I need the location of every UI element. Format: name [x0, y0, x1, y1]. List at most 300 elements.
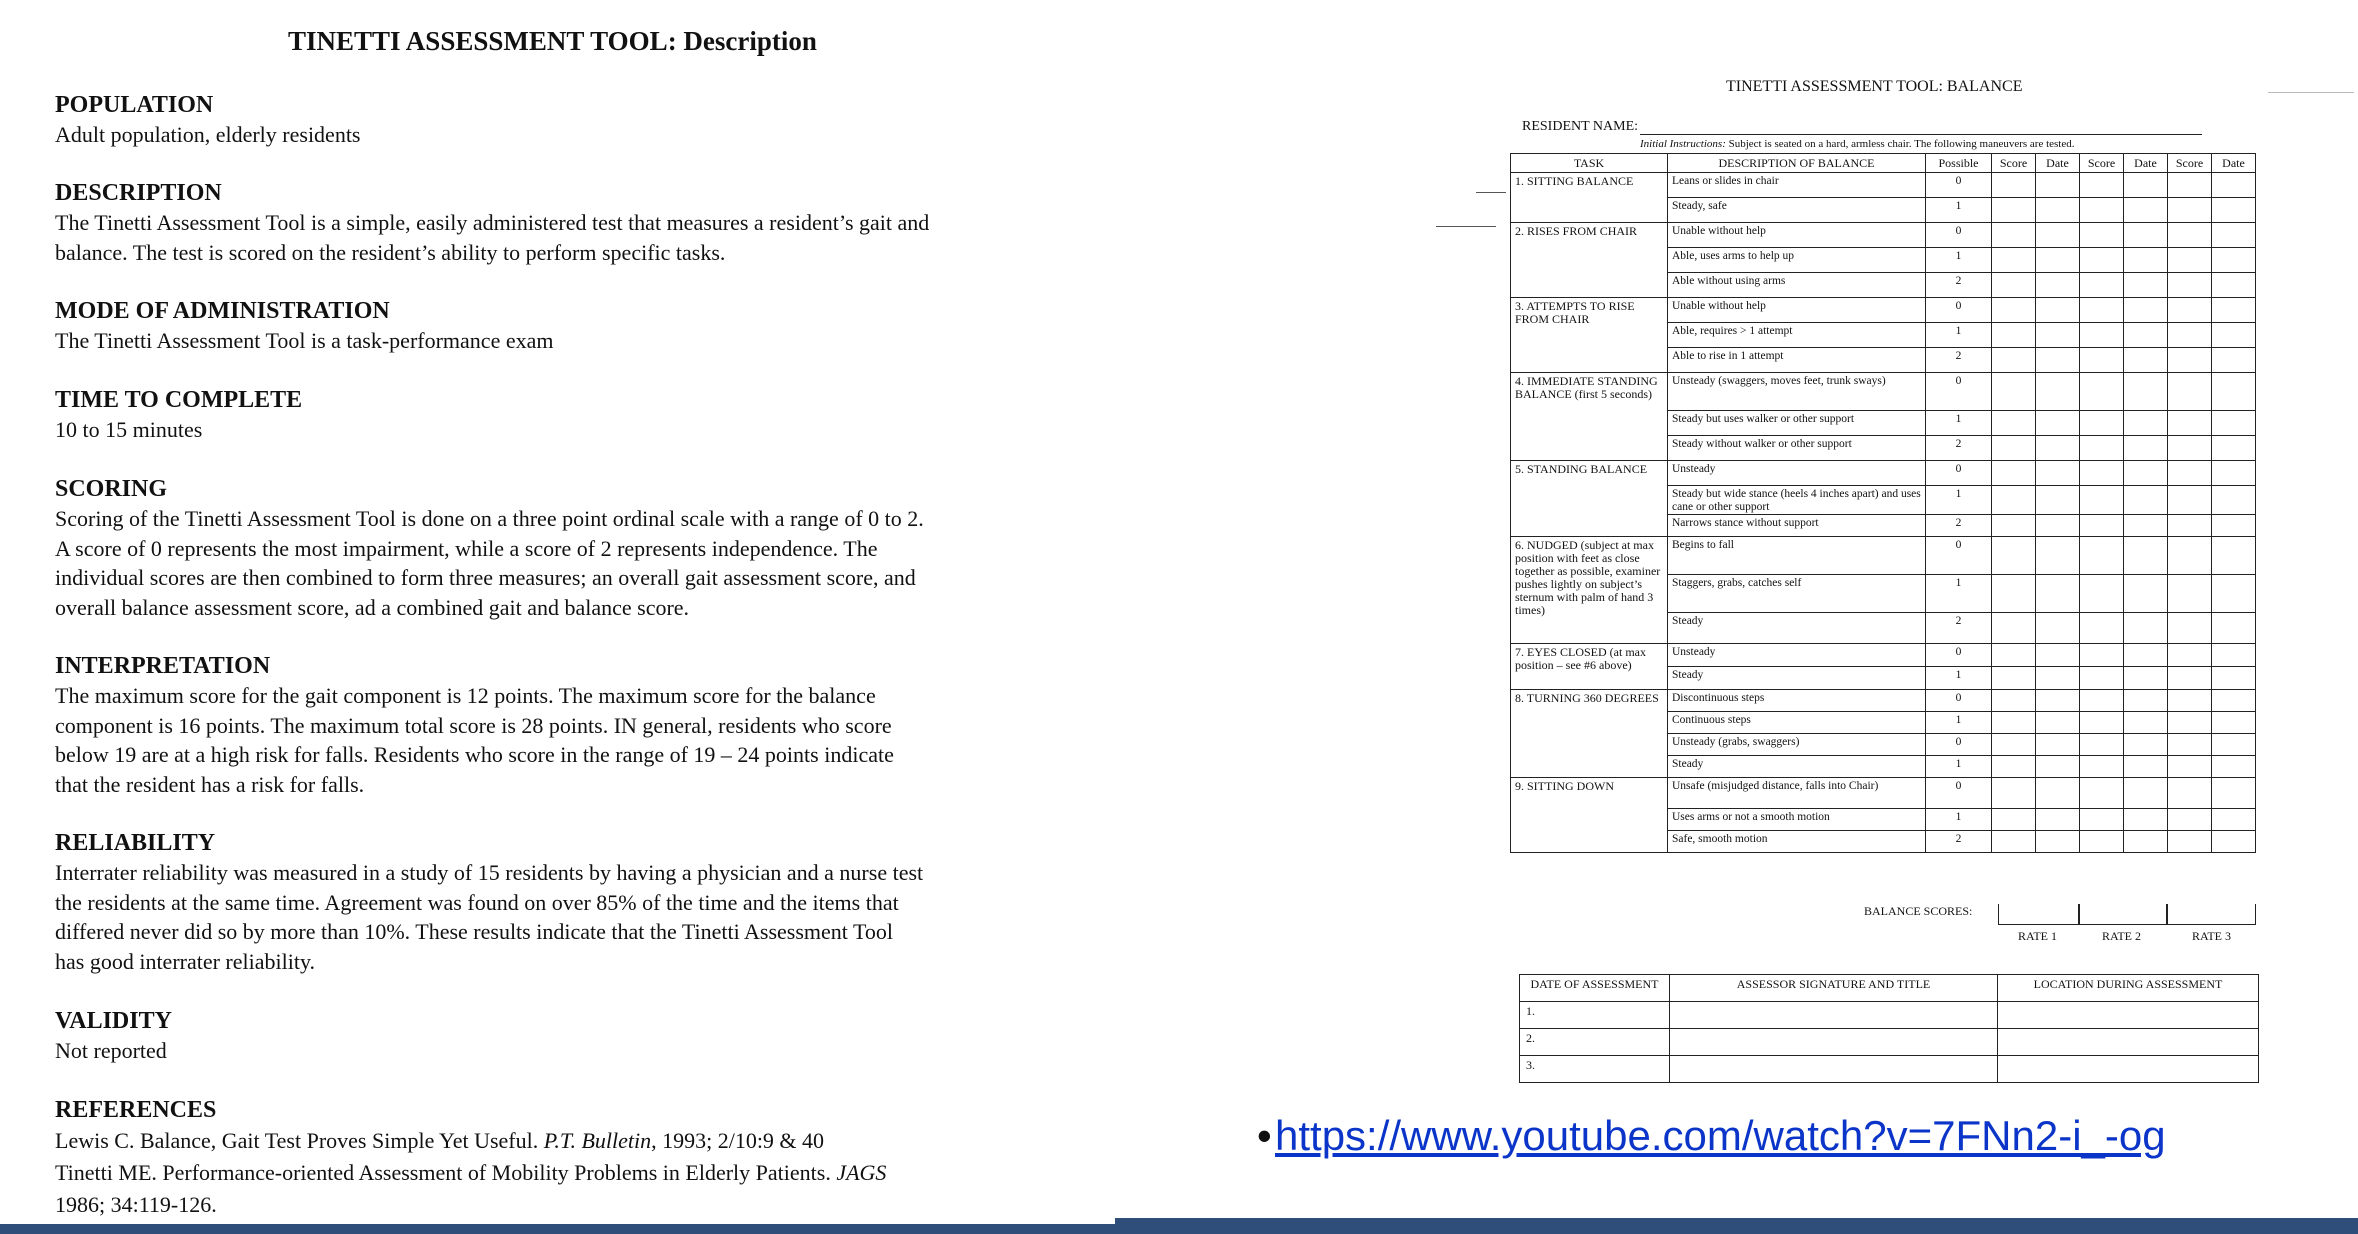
score-cell[interactable] [2168, 323, 2212, 348]
date-cell[interactable] [2036, 667, 2080, 690]
section-body-line: the residents at the same time. Agreement was found on over 85% of the time and the items that [55, 889, 899, 915]
balance-description: Begins to fall [1668, 537, 1926, 575]
date-cell[interactable] [2212, 298, 2256, 323]
score-cell[interactable] [2080, 515, 2124, 537]
date-cell[interactable] [2212, 486, 2256, 515]
scan-mark [2268, 92, 2354, 93]
date-cell[interactable] [2212, 778, 2256, 809]
score-cell[interactable] [2168, 712, 2212, 734]
date-cell[interactable] [2036, 690, 2080, 712]
score-cell[interactable] [1992, 486, 2036, 515]
score-cell[interactable] [1992, 411, 2036, 436]
assessment-header [1520, 975, 2259, 1002]
rate-2-score-box[interactable] [2078, 904, 2168, 925]
rate-2-label: RATE 2 [2102, 929, 2141, 943]
header-date: Date [2036, 154, 2080, 173]
date-cell[interactable] [2036, 173, 2080, 198]
possible-points: 2 [1926, 515, 1992, 537]
balance-row [1511, 373, 2256, 411]
possible-points: 1 [1926, 248, 1992, 273]
date-cell[interactable] [2212, 515, 2256, 537]
score-cell[interactable] [2168, 373, 2212, 411]
date-cell[interactable] [2036, 248, 2080, 273]
assessment-row-number: 2. [1520, 1029, 1670, 1056]
section-body-line: Interrater reliability was measured in a study of 15 residents by having a physician and a nurse test [55, 860, 924, 885]
score-cell[interactable] [2080, 690, 2124, 712]
score-cell[interactable] [1992, 809, 2036, 831]
score-cell[interactable] [2168, 690, 2212, 712]
date-cell[interactable] [2124, 756, 2168, 778]
balance-form-title: TINETTI ASSESSMENT TOOL: BALANCE [1726, 78, 2023, 95]
possible-points: 1 [1926, 712, 1992, 734]
date-cell[interactable] [2124, 667, 2168, 690]
date-cell[interactable] [2212, 461, 2256, 486]
score-cell[interactable] [1992, 248, 2036, 273]
balance-description: Continuous steps [1668, 712, 1926, 734]
section-body-line: overall balance assessment score, ad a combined gait and balance score. [55, 594, 690, 620]
score-cell[interactable] [1992, 778, 2036, 809]
section-heading: REFERENCES [55, 1097, 217, 1123]
description-panel [0, 0, 1115, 1224]
date-cell[interactable] [2212, 248, 2256, 273]
header-location: LOCATION DURING ASSESSMENT [1998, 975, 2259, 1002]
score-cell[interactable] [2168, 173, 2212, 198]
section-population [55, 90, 1095, 150]
date-cell[interactable] [2124, 537, 2168, 575]
task-name: 7. EYES CLOSED (at max position – see #6 above) [1511, 644, 1668, 690]
score-cell[interactable] [2168, 831, 2212, 853]
section-body-line: that the resident has a risk for falls. [55, 771, 365, 797]
score-cell[interactable] [2080, 667, 2124, 690]
date-cell[interactable] [2036, 436, 2080, 461]
balance-description: Unsteady (grabs, swaggers) [1668, 734, 1926, 756]
score-cell[interactable] [2080, 831, 2124, 853]
section-body: The Tinetti Assessment Tool is a task-performance exam [55, 328, 554, 353]
balance-description: Safe, smooth motion [1668, 831, 1926, 853]
possible-points: 1 [1926, 198, 1992, 223]
score-cell[interactable] [1992, 298, 2036, 323]
date-cell[interactable] [2212, 411, 2256, 436]
date-cell[interactable] [2212, 323, 2256, 348]
score-cell[interactable] [2080, 248, 2124, 273]
section-body-line: has good interrater reliability. [55, 948, 316, 974]
score-cell[interactable] [1992, 690, 2036, 712]
header-score: Score [2080, 154, 2124, 173]
section-body: 10 to 15 minutes [55, 417, 203, 442]
score-cell[interactable] [1992, 515, 2036, 537]
score-cell[interactable] [2168, 248, 2212, 273]
possible-points: 0 [1926, 734, 1992, 756]
balance-row [1511, 461, 2256, 486]
header-date: Date [2124, 154, 2168, 173]
date-cell[interactable] [2036, 575, 2080, 613]
section-mode [55, 296, 1095, 356]
date-cell[interactable] [2124, 461, 2168, 486]
task-name: 1. SITTING BALANCE [1511, 173, 1668, 223]
date-cell[interactable] [2124, 778, 2168, 809]
balance-description: Able, requires > 1 attempt [1668, 323, 1926, 348]
section-interpretation [55, 651, 1095, 799]
score-cell[interactable] [2080, 778, 2124, 809]
possible-points: 0 [1926, 690, 1992, 712]
score-cell[interactable] [2080, 173, 2124, 198]
balance-description: Unsafe (misjudged distance, falls into Chair) [1668, 778, 1926, 809]
balance-description: Unsteady [1668, 461, 1926, 486]
date-cell[interactable] [2124, 575, 2168, 613]
date-cell[interactable] [2212, 712, 2256, 734]
score-cell[interactable] [2080, 223, 2124, 248]
task-name: 3. ATTEMPTS TO RISE FROM CHAIR [1511, 298, 1668, 373]
header-possible: Possible [1926, 154, 1992, 173]
balance-description: Discontinuous steps [1668, 690, 1926, 712]
date-cell[interactable] [2036, 486, 2080, 515]
instructions: Initial Instructions: Subject is seated on a hard, armless chair. The following maneuvers are tested. [1640, 138, 2075, 150]
date-cell[interactable] [2124, 348, 2168, 373]
score-cell[interactable] [1992, 575, 2036, 613]
date-cell[interactable] [2036, 613, 2080, 644]
section-heading: VALIDITY [55, 1008, 172, 1034]
score-cell[interactable] [2168, 223, 2212, 248]
date-cell[interactable] [2212, 575, 2256, 613]
score-cell[interactable] [2080, 461, 2124, 486]
rate-3-label: RATE 3 [2192, 929, 2231, 943]
score-cell[interactable] [1992, 667, 2036, 690]
score-cell[interactable] [1992, 831, 2036, 853]
date-cell[interactable] [2212, 613, 2256, 644]
assessor-signature-cell[interactable] [1670, 1029, 1998, 1056]
score-cell[interactable] [2080, 734, 2124, 756]
date-cell[interactable] [2212, 756, 2256, 778]
score-cell[interactable] [2080, 348, 2124, 373]
date-cell[interactable] [2036, 515, 2080, 537]
possible-points: 0 [1926, 537, 1992, 575]
date-cell[interactable] [2036, 373, 2080, 411]
date-cell[interactable] [2212, 273, 2256, 298]
date-cell[interactable] [2036, 411, 2080, 436]
section-heading: SCORING [55, 476, 168, 502]
reference-2-cont: 1986; 34:119-126. [55, 1192, 217, 1217]
score-cell[interactable] [2080, 273, 2124, 298]
score-cell[interactable] [1992, 273, 2036, 298]
possible-points: 2 [1926, 273, 1992, 298]
assessment-table [1519, 974, 2259, 1083]
section-heading: DESCRIPTION [55, 180, 222, 206]
possible-points: 0 [1926, 373, 1992, 411]
section-heading: INTERPRETATION [55, 653, 271, 679]
scan-mark [1436, 226, 1496, 227]
score-cell[interactable] [1992, 712, 2036, 734]
section-body-line: individual scores are then combined to form three measures; an overall gait assessment score, and [55, 565, 916, 590]
possible-points: 0 [1926, 223, 1992, 248]
section-references [55, 1095, 1095, 1221]
balance-description: Able without using arms [1668, 273, 1926, 298]
date-cell[interactable] [2124, 248, 2168, 273]
balance-row [1511, 644, 2256, 667]
section-body-line: differed never did so by more than 10%. These results indicate that the Tinetti Assessment Tool [55, 919, 893, 944]
header-score: Score [2168, 154, 2212, 173]
resident-name-label: RESIDENT NAME: [1522, 119, 1639, 134]
date-cell[interactable] [2212, 348, 2256, 373]
date-cell[interactable] [2212, 690, 2256, 712]
section-body: Adult population, elderly residents [55, 122, 361, 147]
possible-points: 2 [1926, 613, 1992, 644]
assessor-signature-cell[interactable] [1670, 1056, 1998, 1083]
scan-mark [1476, 192, 1506, 193]
date-cell[interactable] [2124, 734, 2168, 756]
reference-1: Lewis C. Balance, Gait Test Proves Simple Yet Useful. P.T. Bulletin, 1993; 2/10:9 & 40 [55, 1128, 825, 1153]
date-cell[interactable] [2124, 690, 2168, 712]
possible-points: 0 [1926, 173, 1992, 198]
possible-points: 2 [1926, 436, 1992, 461]
score-cell[interactable] [2080, 198, 2124, 223]
date-cell[interactable] [2124, 809, 2168, 831]
possible-points: 2 [1926, 348, 1992, 373]
possible-points: 0 [1926, 778, 1992, 809]
balance-scores-label: BALANCE SCORES: [1864, 904, 1973, 918]
date-cell[interactable] [2036, 273, 2080, 298]
assessment-row [1520, 1002, 2259, 1029]
balance-description: Steady but uses walker or other support [1668, 411, 1926, 436]
score-cell[interactable] [1992, 198, 2036, 223]
balance-row [1511, 298, 2256, 323]
balance-row [1511, 537, 2256, 575]
score-cell[interactable] [2168, 644, 2212, 667]
date-cell[interactable] [2212, 809, 2256, 831]
video-link[interactable]: https://www.youtube.com/watch?v=7FNn2-i_-og [1275, 1112, 2166, 1159]
balance-row [1511, 223, 2256, 248]
score-cell[interactable] [2168, 198, 2212, 223]
score-cell[interactable] [2080, 436, 2124, 461]
bottom-bar-right [1115, 1218, 2358, 1234]
score-cell[interactable] [2168, 809, 2212, 831]
score-cell[interactable] [2168, 298, 2212, 323]
score-cell[interactable] [2080, 613, 2124, 644]
score-cell[interactable] [2080, 537, 2124, 575]
balance-description: Leans or slides in chair [1668, 173, 1926, 198]
balance-description: Steady without walker or other support [1668, 436, 1926, 461]
score-cell[interactable] [2080, 809, 2124, 831]
section-body-line: Scoring of the Tinetti Assessment Tool is done on a three point ordinal scale with a range of 0 to 2. [55, 506, 924, 531]
header-assessor-signature: ASSESSOR SIGNATURE AND TITLE [1670, 975, 1998, 1002]
section-body: Not reported [55, 1038, 167, 1063]
possible-points: 2 [1926, 831, 1992, 853]
section-heading: POPULATION [55, 92, 214, 118]
score-cell[interactable] [2080, 373, 2124, 411]
date-cell[interactable] [2212, 644, 2256, 667]
date-cell[interactable] [2124, 613, 2168, 644]
date-cell[interactable] [2212, 537, 2256, 575]
date-cell[interactable] [2212, 173, 2256, 198]
score-cell[interactable] [2080, 486, 2124, 515]
date-cell[interactable] [2036, 778, 2080, 809]
balance-description: Steady [1668, 667, 1926, 690]
score-cell[interactable] [1992, 461, 2036, 486]
date-cell[interactable] [2124, 273, 2168, 298]
date-cell[interactable] [2036, 734, 2080, 756]
section-heading: MODE OF ADMINISTRATION [55, 298, 390, 324]
score-cell[interactable] [2168, 667, 2212, 690]
date-cell[interactable] [2124, 323, 2168, 348]
date-cell[interactable] [2124, 486, 2168, 515]
date-cell[interactable] [2124, 436, 2168, 461]
score-cell[interactable] [2168, 348, 2212, 373]
score-cell[interactable] [2168, 734, 2212, 756]
task-name: 8. TURNING 360 DEGREES [1511, 690, 1668, 778]
score-cell[interactable] [2168, 613, 2212, 644]
score-cell[interactable] [1992, 348, 2036, 373]
possible-points: 1 [1926, 575, 1992, 613]
date-cell[interactable] [2036, 831, 2080, 853]
balance-description: Narrows stance without support [1668, 515, 1926, 537]
assessment-row-number: 1. [1520, 1002, 1670, 1029]
score-cell[interactable] [2080, 756, 2124, 778]
bullet: • [1257, 1112, 1272, 1159]
possible-points: 1 [1926, 809, 1992, 831]
section-body-line: The Tinetti Assessment Tool is a simple, easily administered test that measures a resident’s gait and [55, 210, 930, 235]
score-cell[interactable] [2080, 411, 2124, 436]
balance-row [1511, 778, 2256, 809]
score-cell[interactable] [2080, 644, 2124, 667]
score-cell[interactable] [2080, 298, 2124, 323]
description-title: TINETTI ASSESSMENT TOOL: Description [288, 26, 817, 56]
score-cell[interactable] [2168, 756, 2212, 778]
score-cell[interactable] [2168, 461, 2212, 486]
score-cell[interactable] [1992, 373, 2036, 411]
section-body-line: component is 16 points. The maximum total score is 28 points. IN general, residents who score [55, 712, 892, 738]
possible-points: 0 [1926, 644, 1992, 667]
date-cell[interactable] [2124, 831, 2168, 853]
date-cell[interactable] [2036, 537, 2080, 575]
balance-row [1511, 690, 2256, 712]
location-cell[interactable] [1998, 1029, 2259, 1056]
rate-1-score-box[interactable] [1998, 904, 2080, 925]
assessment-row [1520, 1029, 2259, 1056]
balance-description: Staggers, grabs, catches self [1668, 575, 1926, 613]
possible-points: 0 [1926, 461, 1992, 486]
task-name: 5. STANDING BALANCE [1511, 461, 1668, 537]
balance-table-header [1511, 154, 2256, 173]
header-date-of-assessment: DATE OF ASSESSMENT [1520, 975, 1670, 1002]
task-name: 2. RISES FROM CHAIR [1511, 223, 1668, 298]
date-cell[interactable] [2036, 348, 2080, 373]
score-cell[interactable] [2080, 323, 2124, 348]
score-cell[interactable] [2080, 712, 2124, 734]
section-heading: RELIABILITY [55, 830, 216, 856]
date-cell[interactable] [2124, 298, 2168, 323]
date-cell[interactable] [2036, 809, 2080, 831]
date-cell[interactable] [2124, 411, 2168, 436]
score-cell[interactable] [1992, 537, 2036, 575]
assessment-row [1520, 1056, 2259, 1083]
date-cell[interactable] [2124, 712, 2168, 734]
balance-table [1510, 153, 2256, 853]
date-cell[interactable] [2212, 436, 2256, 461]
balance-description: Unsteady (swaggers, moves feet, trunk sways) [1668, 373, 1926, 411]
date-cell[interactable] [2124, 373, 2168, 411]
date-cell[interactable] [2124, 198, 2168, 223]
date-cell[interactable] [2036, 223, 2080, 248]
section-body-line: The maximum score for the gait component is 12 points. The maximum score for the balance [55, 683, 876, 708]
date-cell[interactable] [2212, 198, 2256, 223]
balance-description: Unable without help [1668, 223, 1926, 248]
reference-2: Tinetti ME. Performance-oriented Assessment of Mobility Problems in Elderly Patients. JAGS [55, 1160, 887, 1185]
possible-points: 1 [1926, 486, 1992, 515]
score-cell[interactable] [1992, 644, 2036, 667]
date-cell[interactable] [2212, 373, 2256, 411]
rate-3-score-box[interactable] [2166, 904, 2256, 925]
score-cell[interactable] [2168, 436, 2212, 461]
date-cell[interactable] [2212, 831, 2256, 853]
score-cell[interactable] [2168, 575, 2212, 613]
section-body-line: below 19 are at a high risk for falls. Residents who score in the range of 19 – 24 points indicate [55, 742, 894, 767]
section-body-line: balance. The test is scored on the resident’s ability to perform specific tasks. [55, 239, 726, 265]
score-cell[interactable] [2168, 515, 2212, 537]
balance-description: Able to rise in 1 attempt [1668, 348, 1926, 373]
date-cell[interactable] [2036, 644, 2080, 667]
balance-description: Steady [1668, 613, 1926, 644]
task-name: 9. SITTING DOWN [1511, 778, 1668, 853]
location-cell[interactable] [1998, 1002, 2259, 1029]
score-cell[interactable] [1992, 323, 2036, 348]
balance-description: Steady but wide stance (heels 4 inches apart) and uses cane or other support [1668, 486, 1926, 515]
section-description [55, 178, 1095, 267]
date-cell[interactable] [2036, 756, 2080, 778]
date-cell[interactable] [2212, 734, 2256, 756]
date-cell[interactable] [2124, 515, 2168, 537]
score-cell[interactable] [1992, 613, 2036, 644]
date-cell[interactable] [2212, 667, 2256, 690]
date-cell[interactable] [2212, 223, 2256, 248]
date-cell[interactable] [2124, 173, 2168, 198]
score-cell[interactable] [1992, 173, 2036, 198]
header-description: DESCRIPTION OF BALANCE [1668, 154, 1926, 173]
date-cell[interactable] [2036, 712, 2080, 734]
score-cell[interactable] [2168, 486, 2212, 515]
assessor-signature-cell[interactable] [1670, 1002, 1998, 1029]
possible-points: 1 [1926, 667, 1992, 690]
date-cell[interactable] [2036, 198, 2080, 223]
score-cell[interactable] [2080, 575, 2124, 613]
score-cell[interactable] [2168, 411, 2212, 436]
resident-name-line [1640, 134, 2202, 135]
possible-points: 1 [1926, 323, 1992, 348]
score-cell[interactable] [2168, 537, 2212, 575]
possible-points: 1 [1926, 756, 1992, 778]
date-cell[interactable] [2036, 298, 2080, 323]
balance-description: Steady, safe [1668, 198, 1926, 223]
balance-description: Unable without help [1668, 298, 1926, 323]
header-date: Date [2212, 154, 2256, 173]
score-cell[interactable] [2168, 273, 2212, 298]
score-cell[interactable] [1992, 223, 2036, 248]
section-reliability [55, 828, 1095, 976]
date-cell[interactable] [2036, 461, 2080, 486]
date-cell[interactable] [2124, 644, 2168, 667]
date-cell[interactable] [2124, 223, 2168, 248]
location-cell[interactable] [1998, 1056, 2259, 1083]
balance-row [1511, 173, 2256, 198]
possible-points: 0 [1926, 298, 1992, 323]
possible-points: 1 [1926, 411, 1992, 436]
balance-description: Unsteady [1668, 644, 1926, 667]
score-cell[interactable] [1992, 734, 2036, 756]
date-cell[interactable] [2036, 323, 2080, 348]
score-cell[interactable] [2168, 778, 2212, 809]
header-task: TASK [1511, 154, 1668, 173]
section-body-line: A score of 0 represents the most impairment, while a score of 2 represents independence. The [55, 535, 878, 561]
score-cell[interactable] [1992, 756, 2036, 778]
score-cell[interactable] [1992, 436, 2036, 461]
